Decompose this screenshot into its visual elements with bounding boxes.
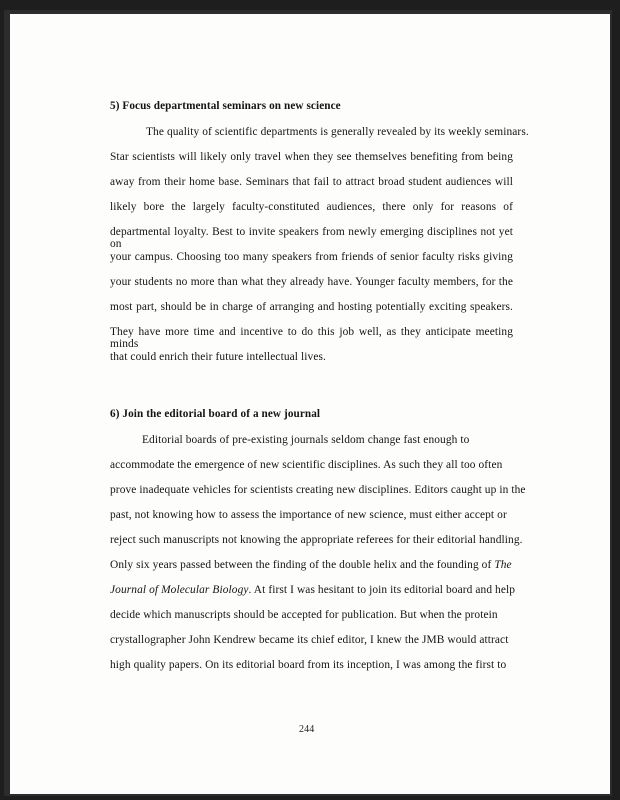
section-6-line-10: high quality papers. On its editorial board from its inception, I was among the first to [110, 659, 507, 671]
document-page [10, 14, 610, 794]
section-6-line-6-text: Only six years passed between the finding of the double helix and the founding of [110, 559, 495, 571]
section-5-line-4: likely bore the largely faculty-constituted audiences, there only for reasons of [110, 201, 513, 213]
journal-title-the: The [494, 559, 512, 571]
section-5-line-1: The quality of scientific departments is generally revealed by its weekly seminars. [146, 126, 529, 138]
section-6-line-1: Editorial boards of pre-existing journals seldom change fast enough to [142, 434, 470, 446]
section-5-line-7: your students no more than what they already have. Younger faculty members, for the [110, 276, 513, 288]
section-5-line-10: that could enrich their future intellectual lives. [110, 351, 326, 363]
section-5-line-8: most part, should be in charge of arranging and hosting potentially exciting speakers. [110, 301, 513, 313]
section-6-line-7 [110, 584, 515, 596]
section-5-line-9: They have more time and incentive to do this job well, as they anticipate meeting minds [110, 326, 513, 350]
section-6-line-3: prove inadequate vehicles for scientists creating new disciplines. Editors caught up in the [110, 484, 526, 496]
section-6-line-7-text: . At first I was hesitant to join its editorial board and help [248, 584, 516, 596]
section-6-line-5: reject such manuscripts not knowing the appropriate referees for their editorial handling. [110, 534, 523, 546]
section-5-line-5: departmental loyalty. Best to invite speakers from newly emerging disciplines not yet on [110, 226, 513, 250]
section-6-line-6 [110, 559, 512, 571]
journal-title: Journal of Molecular Biology [110, 584, 249, 596]
section-5-line-3: away from their home base. Seminars that fail to attract broad student audiences will [110, 176, 513, 188]
section-6-line-8: decide which manuscripts should be accepted for publication. But when the protein [110, 609, 498, 621]
section-5-line-6: your campus. Choosing too many speakers from friends of senior faculty risks giving [110, 251, 513, 263]
section-6-line-9: crystallographer John Kendrew became its chief editor, I knew the JMB would attract [110, 634, 509, 646]
section-6-line-2: accommodate the emergence of new scientific disciplines. As such they all too often [110, 459, 503, 471]
section-5-line-2: Star scientists will likely only travel when they see themselves benefiting from being [110, 151, 513, 163]
section-5-heading: 5) Focus departmental seminars on new science [110, 100, 341, 112]
section-6-line-4: past, not knowing how to assess the importance of new science, must either accept or [110, 509, 507, 521]
section-6-heading: 6) Join the editorial board of a new journal [110, 408, 321, 420]
page-number: 244 [299, 724, 315, 735]
